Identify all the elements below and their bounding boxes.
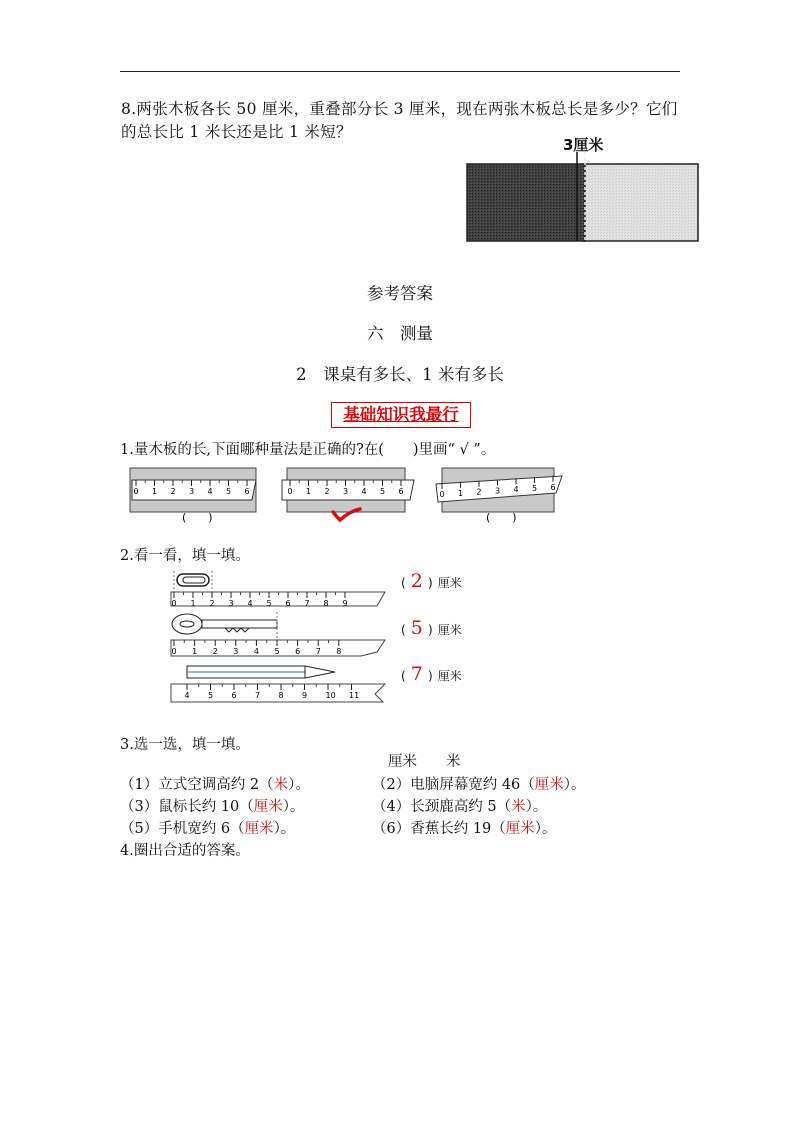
key	[172, 614, 202, 634]
answers-title: 参考答案	[367, 284, 433, 303]
q1c-tick-label: 0	[439, 490, 445, 499]
section-banner: 基础知识我最行	[331, 402, 471, 428]
ruler-2	[171, 612, 385, 656]
r1-tick-label: 5	[266, 599, 272, 608]
q1b-tick-label: 6	[398, 487, 404, 496]
q1a-tick-label: 3	[189, 487, 195, 496]
q1c-tick-label: 3	[495, 486, 501, 496]
q1a-tick-label: 1	[152, 487, 158, 496]
r1-tick-label: 0	[171, 599, 177, 608]
q1c-tick-label: 4	[513, 485, 519, 495]
ruler-3	[171, 666, 385, 702]
dark-board	[467, 164, 585, 241]
r3-tick-label: 7	[255, 691, 261, 700]
question-4: 4.圈出合适的答案。	[120, 843, 250, 859]
paren-c: ( )	[486, 511, 517, 524]
r3-tick-label: 4	[184, 691, 190, 700]
q1-figures	[128, 462, 568, 528]
r1-tick-label: 7	[304, 599, 310, 608]
r1-tick-label: 4	[247, 599, 253, 608]
boards-figure	[466, 148, 702, 244]
q3-item-5: （5）手机宽约 6（厘米）。	[120, 821, 296, 837]
q1b-tick-label: 4	[361, 487, 367, 496]
r1-tick-label: 9	[342, 599, 348, 608]
q1a-tick-label: 4	[207, 487, 213, 496]
q1c-tick-label: 6	[550, 482, 556, 492]
q1a-tick-label: 6	[244, 487, 250, 496]
q1b-tick-label: 1	[306, 487, 312, 496]
q1-option-a	[130, 468, 256, 512]
q1a-tick-label: 2	[170, 487, 176, 496]
r3-tick-label: 10	[325, 691, 336, 700]
lesson-title: 2 课桌有多长、1 米有多长	[296, 365, 504, 384]
question-8-line1: 8.两张木板各长 50 厘米，重叠部分长 3 厘米，现在两张木板总长是多少？它们	[121, 100, 678, 118]
q1-option-b	[282, 468, 414, 512]
q3-item-3: （3）鼠标长约 10（厘米）。	[120, 799, 305, 815]
q2-figures	[165, 568, 390, 708]
q3-item-6: （6）香蕉长约 19（厘米）。	[372, 821, 557, 837]
r2-tick-label: 1	[192, 647, 198, 656]
paren-a: ( )	[182, 511, 213, 524]
r2-tick-label: 5	[274, 647, 280, 656]
q1b-tick-label: 2	[324, 487, 330, 496]
q1c-tick-label: 2	[476, 487, 482, 497]
r2-tick-label: 3	[233, 647, 239, 656]
q3-item-2: （2）电脑屏幕宽约 46（厘米）。	[372, 777, 586, 793]
r3-tick-label: 8	[278, 691, 284, 700]
r3-tick-label: 9	[302, 691, 308, 700]
q1c-tick-label: 5	[532, 484, 538, 493]
q1c-tick-label: 1	[458, 488, 464, 498]
question-8-line2: 的总长比 1 米长还是比 1 米短？	[121, 123, 352, 141]
light-board	[583, 164, 698, 241]
q3-item-1: （1）立式空调高约 2（米）。	[120, 777, 310, 793]
question-1: 1.量木板的长,下面哪种量法是正确的?在( )里画“ √ ”。	[120, 442, 496, 458]
q1a-tick-label: 0	[133, 487, 139, 496]
unit-title: 六 测量	[367, 324, 433, 343]
r2-tick-label: 7	[315, 647, 321, 656]
r1-tick-label: 8	[323, 599, 329, 608]
header-rule	[120, 71, 680, 72]
ruler-1	[171, 571, 385, 608]
r1-tick-label: 6	[285, 599, 291, 608]
q1b-tick-label: 5	[380, 487, 386, 496]
r3-tick-label: 5	[208, 691, 214, 700]
r1-tick-label: 1	[190, 599, 196, 608]
r3-tick-label: 11	[349, 691, 360, 700]
q2-answer-1: ( 2 ) 厘米	[401, 570, 462, 592]
r2-tick-label: 6	[295, 647, 301, 656]
r2-tick-label: 8	[336, 647, 342, 656]
q1b-tick-label: 0	[287, 487, 293, 496]
q1b-tick-label: 3	[343, 487, 349, 496]
r1-tick-label: 3	[228, 599, 234, 608]
q3-options: 厘米 米	[388, 754, 461, 770]
q2-answer-3: ( 7 ) 厘米	[401, 663, 462, 685]
question-3: 3.选一选，填一填。	[120, 737, 250, 753]
r2-tick-label: 0	[171, 647, 177, 656]
r1-tick-label: 2	[209, 599, 215, 608]
r2-tick-label: 2	[212, 647, 218, 656]
question-2: 2.看一看，填一填。	[120, 548, 250, 564]
q2-answer-2: ( 5 ) 厘米	[401, 617, 462, 639]
q1a-tick-label: 5	[226, 487, 232, 496]
q1-option-c	[436, 468, 562, 512]
overlap-label: 3厘米	[563, 136, 604, 154]
q3-item-4: （4）长颈鹿高约 5（米）。	[372, 799, 548, 815]
r2-tick-label: 4	[253, 647, 259, 656]
paperclip	[177, 574, 209, 586]
r3-tick-label: 6	[231, 691, 237, 700]
